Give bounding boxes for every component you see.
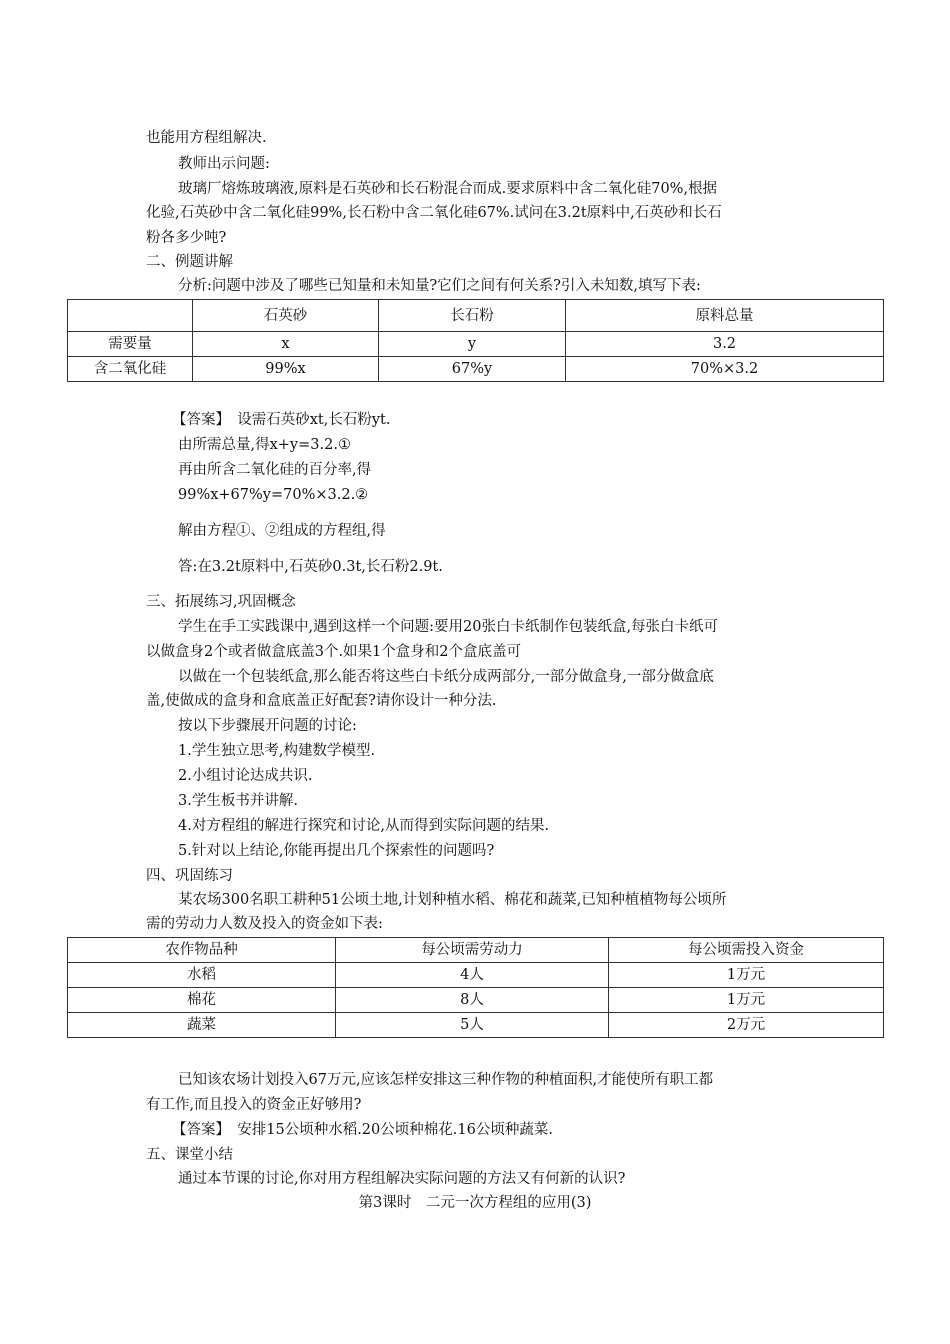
- quantity-table: [67, 299, 884, 382]
- table-row: [68, 357, 884, 382]
- table-cell: 8人: [336, 988, 609, 1013]
- text-line: 分析:问题中涉及了哪些已知量和未知量?它们之间有何关系?引入未知数,填写下表:: [178, 278, 701, 294]
- table-header-cell: 长石粉: [379, 300, 566, 332]
- table-row: [68, 988, 884, 1013]
- table-header-cell: 原料总量: [566, 300, 884, 332]
- text-line: 教师出示问题:: [178, 156, 270, 172]
- text-line: 化验,石英砂中含二氧化硅99%,长石粉中含二氧化硅67%.试问在3.2t原料中,石英砂和长石: [146, 205, 722, 221]
- section-heading: 四、巩固练习: [146, 868, 233, 884]
- text-line: 粉各多少吨?: [146, 230, 227, 246]
- table-cell: 3.2: [566, 332, 884, 357]
- table-cell: 蔬菜: [68, 1013, 336, 1038]
- text-line: 以做在一个包装纸盒,那么能否将这些白卡纸分成两部分,一部分做盒身,一部分做盒底: [178, 669, 714, 685]
- table-header-cell: 农作物品种: [68, 938, 336, 963]
- list-item: 4.对方程组的解进行探究和讨论,从而得到实际问题的结果.: [178, 818, 550, 834]
- text-line: 通过本节课的讨论,你对用方程组解决实际问题的方法又有何新的认识?: [178, 1171, 626, 1187]
- table-cell: 5人: [336, 1013, 609, 1038]
- text-line: 某农场300名职工耕种51公顷土地,计划种植水稻、棉花和蔬菜,已知种植植物每公顷所: [178, 892, 727, 908]
- list-item: 1.学生独立思考,构建数学模型.: [178, 743, 376, 759]
- table-row: [68, 963, 884, 988]
- crop-table: [67, 937, 884, 1038]
- list-item: 2.小组讨论达成共识.: [178, 768, 313, 784]
- table-cell: 1万元: [609, 988, 884, 1013]
- table-cell: 99%x: [193, 357, 379, 382]
- table-header-cell: 石英砂: [193, 300, 379, 332]
- table-cell: 70%×3.2: [566, 357, 884, 382]
- text-line: 盖,使做成的盒身和盒底盖正好配套?请你设计一种分法.: [146, 693, 497, 709]
- table-row: [68, 1013, 884, 1038]
- answer-line: 【答案】 设需石英砂xt,长石粉yt.: [172, 412, 391, 428]
- table-header-cell: 每公顷需劳动力: [336, 938, 609, 963]
- text-line: 答:在3.2t原料中,石英砂0.3t,长石粉2.9t.: [178, 559, 443, 575]
- table-cell: 2万元: [609, 1013, 884, 1038]
- section-heading: 三、拓展练习,巩固概念: [146, 594, 296, 610]
- lesson-title: 第3课时 二元一次方程组的应用(3): [358, 1195, 592, 1211]
- table-header-cell: [68, 300, 193, 332]
- table-cell: 含二氧化硅: [68, 357, 193, 382]
- section-heading: 五、课堂小结: [146, 1147, 233, 1163]
- text-line: 需的劳动力人数及投入的资金如下表:: [146, 916, 383, 932]
- text-line: 再由所含二氧化硅的百分率,得: [178, 462, 372, 478]
- table-cell: 棉花: [68, 988, 336, 1013]
- answer-line: 【答案】 安排15公顷种水稻.20公顷种棉花.16公顷种蔬菜.: [172, 1122, 553, 1138]
- text-line: 玻璃厂熔炼玻璃液,原料是石英砂和长石粉混合而成.要求原料中含二氧化硅70%,根据: [178, 181, 718, 197]
- text-line: 学生在手工实践课中,遇到这样一个问题:要用20张白卡纸制作包装纸盒,每张白卡纸可: [178, 619, 719, 635]
- table-cell: 4人: [336, 963, 609, 988]
- text-line: 按以下步骤展开问题的讨论:: [178, 718, 357, 734]
- table-cell: 需要量: [68, 332, 193, 357]
- text-line: 也能用方程组解决.: [146, 130, 267, 146]
- table-header-cell: 每公顷需投入资金: [609, 938, 884, 963]
- text-line: 有工作,而且投入的资金正好够用?: [146, 1097, 362, 1113]
- text-line: 以做盒身2个或者做盒底盖3个.如果1个盒身和2个盒底盖可: [146, 644, 522, 660]
- equation-line: 99%x+67%y=70%×3.2.②: [178, 487, 369, 503]
- text-line: 解由方程①、②组成的方程组,得: [178, 523, 386, 539]
- table-cell: 1万元: [609, 963, 884, 988]
- table-header-row: [68, 300, 884, 332]
- table-header-row: [68, 938, 884, 963]
- text-line: 由所需总量,得x+y=3.2.①: [178, 437, 351, 453]
- list-item: 3.学生板书并讲解.: [178, 793, 298, 809]
- table-cell: 67%y: [379, 357, 566, 382]
- list-item: 5.针对以上结论,你能再提出几个探索性的问题吗?: [178, 843, 495, 859]
- table-cell: 水稻: [68, 963, 336, 988]
- table-row: [68, 332, 884, 357]
- table-cell: x: [193, 332, 379, 357]
- table-cell: y: [379, 332, 566, 357]
- text-line: 已知该农场计划投入67万元,应该怎样安排这三种作物的种植面积,才能使所有职工都: [178, 1072, 714, 1088]
- section-heading: 二、例题讲解: [146, 254, 233, 270]
